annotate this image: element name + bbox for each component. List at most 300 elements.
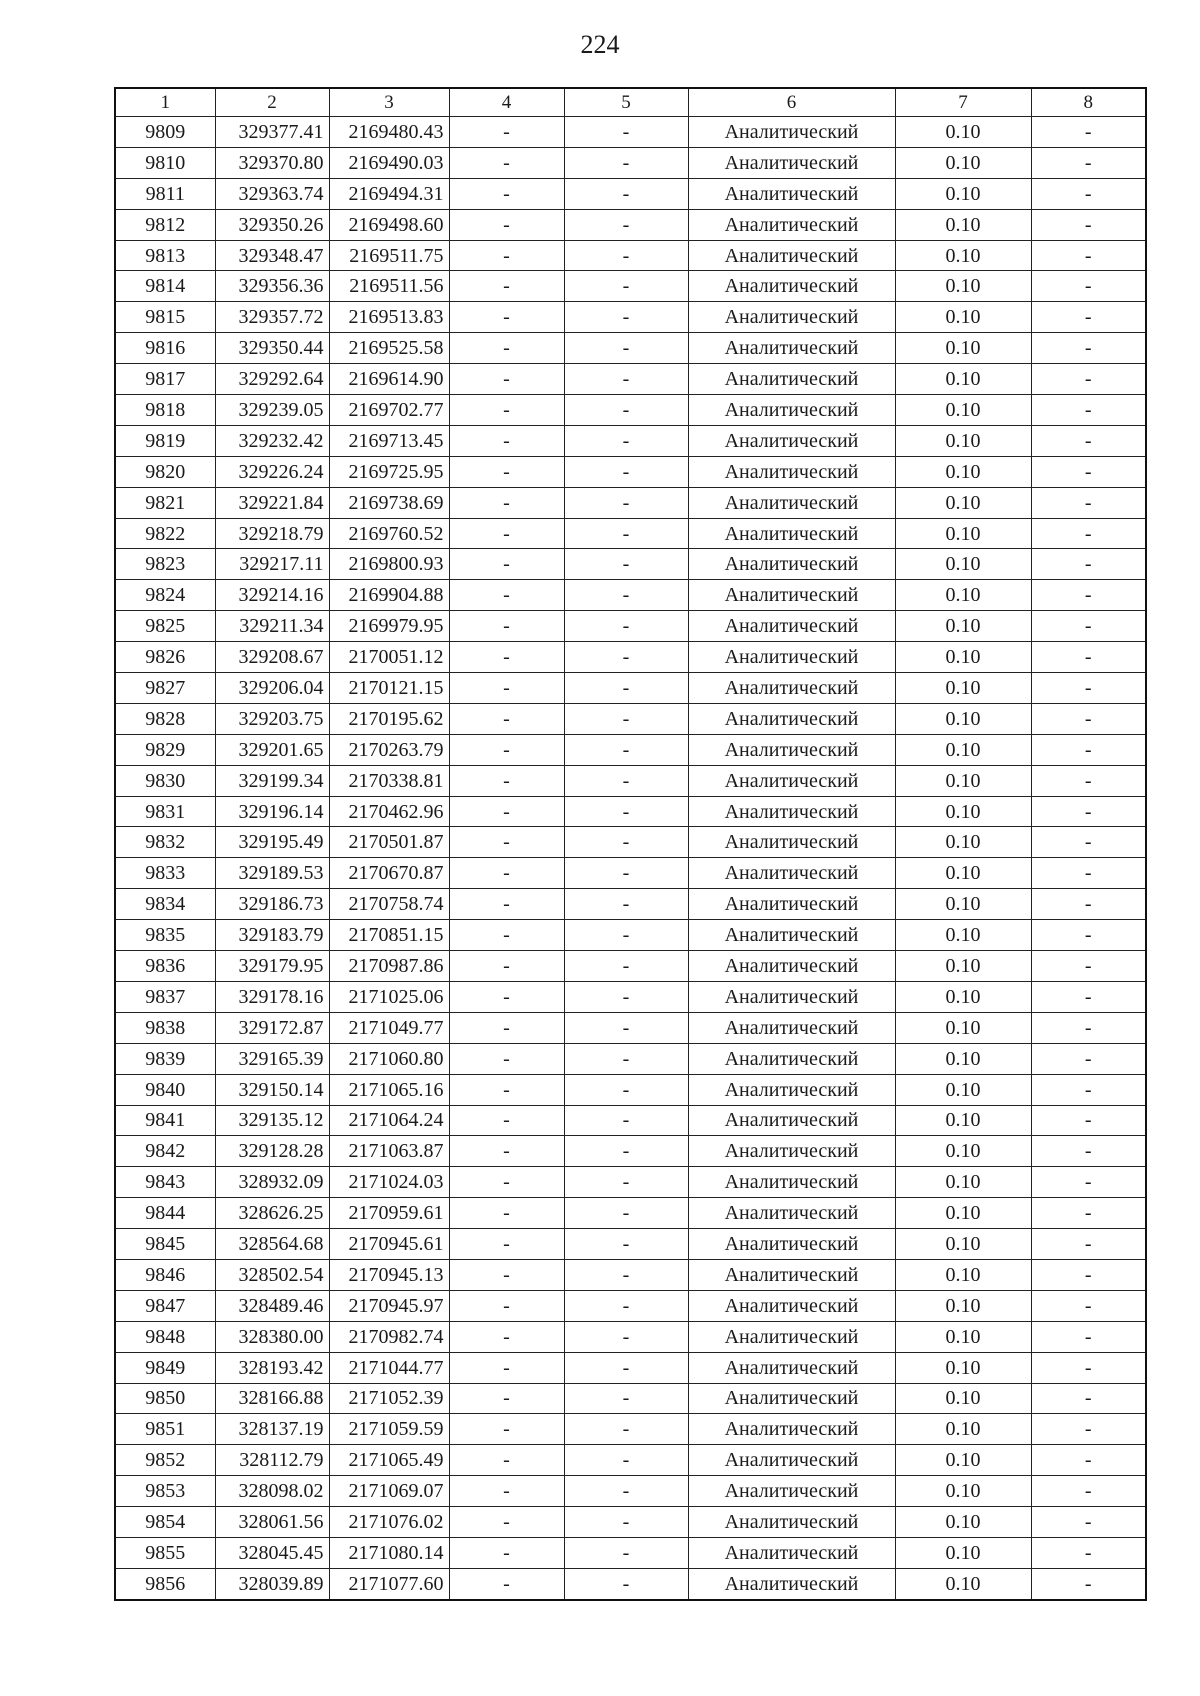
point-number-cell: 9817 bbox=[115, 364, 215, 395]
col-8-value-cell: - bbox=[1031, 117, 1146, 148]
col-8-value-cell: - bbox=[1031, 1383, 1146, 1414]
method-cell: Аналитический bbox=[688, 827, 895, 858]
method-cell: Аналитический bbox=[688, 920, 895, 951]
col-4-value-cell: - bbox=[449, 549, 564, 580]
col-8-value-cell: - bbox=[1031, 147, 1146, 178]
y-coordinate-cell: 2169511.75 bbox=[329, 240, 449, 271]
accuracy-cell: 0.10 bbox=[895, 889, 1031, 920]
method-cell: Аналитический bbox=[688, 487, 895, 518]
col-4-value-cell: - bbox=[449, 364, 564, 395]
col-8-value-cell: - bbox=[1031, 1043, 1146, 1074]
table-row bbox=[115, 611, 1146, 642]
accuracy-cell: 0.10 bbox=[895, 1198, 1031, 1229]
table-row bbox=[115, 981, 1146, 1012]
x-coordinate-cell: 329183.79 bbox=[215, 920, 329, 951]
table-row bbox=[115, 1321, 1146, 1352]
method-cell: Аналитический bbox=[688, 765, 895, 796]
col-4-value-cell: - bbox=[449, 673, 564, 704]
table-row bbox=[115, 1259, 1146, 1290]
y-coordinate-cell: 2169800.93 bbox=[329, 549, 449, 580]
method-cell: Аналитический bbox=[688, 858, 895, 889]
method-cell: Аналитический bbox=[688, 117, 895, 148]
col-5-value-cell: - bbox=[564, 147, 688, 178]
table-row bbox=[115, 302, 1146, 333]
table-row bbox=[115, 1198, 1146, 1229]
point-number-cell: 9853 bbox=[115, 1476, 215, 1507]
y-coordinate-cell: 2169614.90 bbox=[329, 364, 449, 395]
y-coordinate-cell: 2170758.74 bbox=[329, 889, 449, 920]
table-row bbox=[115, 1352, 1146, 1383]
col-4-value-cell: - bbox=[449, 734, 564, 765]
point-number-cell: 9827 bbox=[115, 673, 215, 704]
x-coordinate-cell: 329357.72 bbox=[215, 302, 329, 333]
accuracy-cell: 0.10 bbox=[895, 209, 1031, 240]
point-number-cell: 9831 bbox=[115, 796, 215, 827]
col-5-value-cell: - bbox=[564, 1229, 688, 1260]
point-number-cell: 9811 bbox=[115, 178, 215, 209]
col-8-value-cell: - bbox=[1031, 796, 1146, 827]
accuracy-cell: 0.10 bbox=[895, 642, 1031, 673]
col-8-value-cell: - bbox=[1031, 734, 1146, 765]
col-8-value-cell: - bbox=[1031, 302, 1146, 333]
x-coordinate-cell: 329178.16 bbox=[215, 981, 329, 1012]
accuracy-cell: 0.10 bbox=[895, 951, 1031, 982]
page-number: 224 bbox=[580, 30, 620, 59]
y-coordinate-cell: 2171076.02 bbox=[329, 1507, 449, 1538]
col-8-value-cell: - bbox=[1031, 580, 1146, 611]
col-5-value-cell: - bbox=[564, 1136, 688, 1167]
col-8-value-cell: - bbox=[1031, 1321, 1146, 1352]
column-header: 4 bbox=[449, 88, 564, 117]
table-row bbox=[115, 456, 1146, 487]
method-cell: Аналитический bbox=[688, 1105, 895, 1136]
accuracy-cell: 0.10 bbox=[895, 1476, 1031, 1507]
x-coordinate-cell: 329186.73 bbox=[215, 889, 329, 920]
col-4-value-cell: - bbox=[449, 858, 564, 889]
method-cell: Аналитический bbox=[688, 1074, 895, 1105]
col-4-value-cell: - bbox=[449, 827, 564, 858]
col-8-value-cell: - bbox=[1031, 1105, 1146, 1136]
y-coordinate-cell: 2170959.61 bbox=[329, 1198, 449, 1229]
x-coordinate-cell: 329356.36 bbox=[215, 271, 329, 302]
table-row bbox=[115, 642, 1146, 673]
point-number-cell: 9833 bbox=[115, 858, 215, 889]
col-8-value-cell: - bbox=[1031, 1012, 1146, 1043]
col-5-value-cell: - bbox=[564, 302, 688, 333]
point-number-cell: 9845 bbox=[115, 1229, 215, 1260]
x-coordinate-cell: 329348.47 bbox=[215, 240, 329, 271]
col-4-value-cell: - bbox=[449, 333, 564, 364]
x-coordinate-cell: 328564.68 bbox=[215, 1229, 329, 1260]
x-coordinate-cell: 329150.14 bbox=[215, 1074, 329, 1105]
y-coordinate-cell: 2171024.03 bbox=[329, 1167, 449, 1198]
col-5-value-cell: - bbox=[564, 827, 688, 858]
col-8-value-cell: - bbox=[1031, 1290, 1146, 1321]
column-header: 5 bbox=[564, 88, 688, 117]
table-row bbox=[115, 827, 1146, 858]
accuracy-cell: 0.10 bbox=[895, 518, 1031, 549]
col-4-value-cell: - bbox=[449, 395, 564, 426]
point-number-cell: 9846 bbox=[115, 1259, 215, 1290]
y-coordinate-cell: 2169498.60 bbox=[329, 209, 449, 240]
col-4-value-cell: - bbox=[449, 765, 564, 796]
x-coordinate-cell: 329350.26 bbox=[215, 209, 329, 240]
y-coordinate-cell: 2169760.52 bbox=[329, 518, 449, 549]
method-cell: Аналитический bbox=[688, 1568, 895, 1599]
table-row bbox=[115, 1290, 1146, 1321]
y-coordinate-cell: 2169979.95 bbox=[329, 611, 449, 642]
accuracy-cell: 0.10 bbox=[895, 981, 1031, 1012]
col-4-value-cell: - bbox=[449, 1414, 564, 1445]
accuracy-cell: 0.10 bbox=[895, 333, 1031, 364]
col-4-value-cell: - bbox=[449, 240, 564, 271]
point-number-cell: 9823 bbox=[115, 549, 215, 580]
accuracy-cell: 0.10 bbox=[895, 1321, 1031, 1352]
col-5-value-cell: - bbox=[564, 1537, 688, 1568]
table-body bbox=[115, 117, 1146, 1600]
accuracy-cell: 0.10 bbox=[895, 487, 1031, 518]
y-coordinate-cell: 2170195.62 bbox=[329, 703, 449, 734]
accuracy-cell: 0.10 bbox=[895, 1445, 1031, 1476]
accuracy-cell: 0.10 bbox=[895, 302, 1031, 333]
point-number-cell: 9848 bbox=[115, 1321, 215, 1352]
col-5-value-cell: - bbox=[564, 333, 688, 364]
col-8-value-cell: - bbox=[1031, 951, 1146, 982]
column-header: 2 bbox=[215, 88, 329, 117]
method-cell: Аналитический bbox=[688, 1012, 895, 1043]
method-cell: Аналитический bbox=[688, 364, 895, 395]
x-coordinate-cell: 329239.05 bbox=[215, 395, 329, 426]
col-8-value-cell: - bbox=[1031, 920, 1146, 951]
x-coordinate-cell: 329195.49 bbox=[215, 827, 329, 858]
point-number-cell: 9814 bbox=[115, 271, 215, 302]
x-coordinate-cell: 329292.64 bbox=[215, 364, 329, 395]
x-coordinate-cell: 329196.14 bbox=[215, 796, 329, 827]
accuracy-cell: 0.10 bbox=[895, 1012, 1031, 1043]
col-5-value-cell: - bbox=[564, 549, 688, 580]
col-4-value-cell: - bbox=[449, 178, 564, 209]
method-cell: Аналитический bbox=[688, 1198, 895, 1229]
y-coordinate-cell: 2171080.14 bbox=[329, 1537, 449, 1568]
y-coordinate-cell: 2171064.24 bbox=[329, 1105, 449, 1136]
col-8-value-cell: - bbox=[1031, 1167, 1146, 1198]
point-number-cell: 9816 bbox=[115, 333, 215, 364]
accuracy-cell: 0.10 bbox=[895, 858, 1031, 889]
table-row bbox=[115, 1136, 1146, 1167]
method-cell: Аналитический bbox=[688, 518, 895, 549]
col-5-value-cell: - bbox=[564, 1352, 688, 1383]
x-coordinate-cell: 329189.53 bbox=[215, 858, 329, 889]
accuracy-cell: 0.10 bbox=[895, 178, 1031, 209]
accuracy-cell: 0.10 bbox=[895, 395, 1031, 426]
y-coordinate-cell: 2171065.16 bbox=[329, 1074, 449, 1105]
table-row bbox=[115, 1445, 1146, 1476]
table-row bbox=[115, 271, 1146, 302]
accuracy-cell: 0.10 bbox=[895, 1259, 1031, 1290]
method-cell: Аналитический bbox=[688, 981, 895, 1012]
point-number-cell: 9818 bbox=[115, 395, 215, 426]
col-4-value-cell: - bbox=[449, 1043, 564, 1074]
table-row bbox=[115, 364, 1146, 395]
x-coordinate-cell: 329218.79 bbox=[215, 518, 329, 549]
x-coordinate-cell: 329135.12 bbox=[215, 1105, 329, 1136]
x-coordinate-cell: 328380.00 bbox=[215, 1321, 329, 1352]
col-5-value-cell: - bbox=[564, 271, 688, 302]
method-cell: Аналитический bbox=[688, 580, 895, 611]
y-coordinate-cell: 2170982.74 bbox=[329, 1321, 449, 1352]
x-coordinate-cell: 329203.75 bbox=[215, 703, 329, 734]
point-number-cell: 9854 bbox=[115, 1507, 215, 1538]
y-coordinate-cell: 2169702.77 bbox=[329, 395, 449, 426]
point-number-cell: 9825 bbox=[115, 611, 215, 642]
point-number-cell: 9824 bbox=[115, 580, 215, 611]
y-coordinate-cell: 2171063.87 bbox=[329, 1136, 449, 1167]
table-row bbox=[115, 1414, 1146, 1445]
col-8-value-cell: - bbox=[1031, 827, 1146, 858]
column-header: 8 bbox=[1031, 88, 1146, 117]
col-4-value-cell: - bbox=[449, 147, 564, 178]
x-coordinate-cell: 329232.42 bbox=[215, 425, 329, 456]
y-coordinate-cell: 2169738.69 bbox=[329, 487, 449, 518]
col-5-value-cell: - bbox=[564, 1043, 688, 1074]
col-5-value-cell: - bbox=[564, 364, 688, 395]
accuracy-cell: 0.10 bbox=[895, 1229, 1031, 1260]
x-coordinate-cell: 329226.24 bbox=[215, 456, 329, 487]
point-number-cell: 9821 bbox=[115, 487, 215, 518]
col-5-value-cell: - bbox=[564, 703, 688, 734]
x-coordinate-cell: 329350.44 bbox=[215, 333, 329, 364]
point-number-cell: 9837 bbox=[115, 981, 215, 1012]
col-8-value-cell: - bbox=[1031, 178, 1146, 209]
x-coordinate-cell: 329206.04 bbox=[215, 673, 329, 704]
method-cell: Аналитический bbox=[688, 395, 895, 426]
method-cell: Аналитический bbox=[688, 1445, 895, 1476]
column-header: 6 bbox=[688, 88, 895, 117]
col-5-value-cell: - bbox=[564, 1105, 688, 1136]
x-coordinate-cell: 329221.84 bbox=[215, 487, 329, 518]
col-5-value-cell: - bbox=[564, 1012, 688, 1043]
point-number-cell: 9828 bbox=[115, 703, 215, 734]
col-8-value-cell: - bbox=[1031, 673, 1146, 704]
col-4-value-cell: - bbox=[449, 1445, 564, 1476]
col-5-value-cell: - bbox=[564, 518, 688, 549]
table-header-row bbox=[115, 88, 1146, 117]
col-8-value-cell: - bbox=[1031, 549, 1146, 580]
method-cell: Аналитический bbox=[688, 703, 895, 734]
accuracy-cell: 0.10 bbox=[895, 1352, 1031, 1383]
x-coordinate-cell: 328166.88 bbox=[215, 1383, 329, 1414]
col-5-value-cell: - bbox=[564, 1290, 688, 1321]
method-cell: Аналитический bbox=[688, 1383, 895, 1414]
col-5-value-cell: - bbox=[564, 456, 688, 487]
col-4-value-cell: - bbox=[449, 1167, 564, 1198]
y-coordinate-cell: 2170945.61 bbox=[329, 1229, 449, 1260]
col-4-value-cell: - bbox=[449, 951, 564, 982]
col-5-value-cell: - bbox=[564, 209, 688, 240]
accuracy-cell: 0.10 bbox=[895, 1290, 1031, 1321]
col-5-value-cell: - bbox=[564, 580, 688, 611]
point-number-cell: 9832 bbox=[115, 827, 215, 858]
col-8-value-cell: - bbox=[1031, 703, 1146, 734]
method-cell: Аналитический bbox=[688, 1290, 895, 1321]
method-cell: Аналитический bbox=[688, 1229, 895, 1260]
col-8-value-cell: - bbox=[1031, 271, 1146, 302]
method-cell: Аналитический bbox=[688, 1414, 895, 1445]
col-5-value-cell: - bbox=[564, 920, 688, 951]
col-4-value-cell: - bbox=[449, 209, 564, 240]
col-8-value-cell: - bbox=[1031, 1445, 1146, 1476]
y-coordinate-cell: 2170338.81 bbox=[329, 765, 449, 796]
table-row bbox=[115, 178, 1146, 209]
y-coordinate-cell: 2169480.43 bbox=[329, 117, 449, 148]
x-coordinate-cell: 329179.95 bbox=[215, 951, 329, 982]
col-4-value-cell: - bbox=[449, 796, 564, 827]
accuracy-cell: 0.10 bbox=[895, 827, 1031, 858]
table-row bbox=[115, 920, 1146, 951]
accuracy-cell: 0.10 bbox=[895, 920, 1031, 951]
y-coordinate-cell: 2171044.77 bbox=[329, 1352, 449, 1383]
col-4-value-cell: - bbox=[449, 1229, 564, 1260]
method-cell: Аналитический bbox=[688, 209, 895, 240]
col-5-value-cell: - bbox=[564, 673, 688, 704]
table-row bbox=[115, 1074, 1146, 1105]
x-coordinate-cell: 328626.25 bbox=[215, 1198, 329, 1229]
point-number-cell: 9812 bbox=[115, 209, 215, 240]
x-coordinate-cell: 329377.41 bbox=[215, 117, 329, 148]
table-row bbox=[115, 487, 1146, 518]
y-coordinate-cell: 2171052.39 bbox=[329, 1383, 449, 1414]
point-number-cell: 9852 bbox=[115, 1445, 215, 1476]
col-5-value-cell: - bbox=[564, 1167, 688, 1198]
col-8-value-cell: - bbox=[1031, 611, 1146, 642]
y-coordinate-cell: 2170945.97 bbox=[329, 1290, 449, 1321]
col-4-value-cell: - bbox=[449, 518, 564, 549]
col-8-value-cell: - bbox=[1031, 425, 1146, 456]
col-8-value-cell: - bbox=[1031, 395, 1146, 426]
x-coordinate-cell: 328045.45 bbox=[215, 1537, 329, 1568]
col-5-value-cell: - bbox=[564, 981, 688, 1012]
y-coordinate-cell: 2169511.56 bbox=[329, 271, 449, 302]
table-row bbox=[115, 333, 1146, 364]
col-5-value-cell: - bbox=[564, 858, 688, 889]
accuracy-cell: 0.10 bbox=[895, 456, 1031, 487]
table-row bbox=[115, 889, 1146, 920]
table-row bbox=[115, 1383, 1146, 1414]
col-8-value-cell: - bbox=[1031, 487, 1146, 518]
y-coordinate-cell: 2169513.83 bbox=[329, 302, 449, 333]
col-8-value-cell: - bbox=[1031, 1537, 1146, 1568]
x-coordinate-cell: 329363.74 bbox=[215, 178, 329, 209]
accuracy-cell: 0.10 bbox=[895, 240, 1031, 271]
x-coordinate-cell: 329201.65 bbox=[215, 734, 329, 765]
col-8-value-cell: - bbox=[1031, 456, 1146, 487]
method-cell: Аналитический bbox=[688, 1167, 895, 1198]
point-number-cell: 9843 bbox=[115, 1167, 215, 1198]
method-cell: Аналитический bbox=[688, 425, 895, 456]
col-4-value-cell: - bbox=[449, 1012, 564, 1043]
table-row bbox=[115, 703, 1146, 734]
y-coordinate-cell: 2170945.13 bbox=[329, 1259, 449, 1290]
y-coordinate-cell: 2171065.49 bbox=[329, 1445, 449, 1476]
y-coordinate-cell: 2169725.95 bbox=[329, 456, 449, 487]
accuracy-cell: 0.10 bbox=[895, 1105, 1031, 1136]
method-cell: Аналитический bbox=[688, 178, 895, 209]
col-8-value-cell: - bbox=[1031, 889, 1146, 920]
col-5-value-cell: - bbox=[564, 395, 688, 426]
col-5-value-cell: - bbox=[564, 1414, 688, 1445]
col-5-value-cell: - bbox=[564, 1507, 688, 1538]
col-8-value-cell: - bbox=[1031, 1568, 1146, 1599]
point-number-cell: 9836 bbox=[115, 951, 215, 982]
y-coordinate-cell: 2170462.96 bbox=[329, 796, 449, 827]
col-5-value-cell: - bbox=[564, 951, 688, 982]
accuracy-cell: 0.10 bbox=[895, 796, 1031, 827]
col-4-value-cell: - bbox=[449, 1537, 564, 1568]
column-header: 7 bbox=[895, 88, 1031, 117]
y-coordinate-cell: 2170501.87 bbox=[329, 827, 449, 858]
y-coordinate-cell: 2169490.03 bbox=[329, 147, 449, 178]
x-coordinate-cell: 329172.87 bbox=[215, 1012, 329, 1043]
accuracy-cell: 0.10 bbox=[895, 1136, 1031, 1167]
point-number-cell: 9842 bbox=[115, 1136, 215, 1167]
col-5-value-cell: - bbox=[564, 1321, 688, 1352]
col-4-value-cell: - bbox=[449, 117, 564, 148]
method-cell: Аналитический bbox=[688, 147, 895, 178]
method-cell: Аналитический bbox=[688, 1259, 895, 1290]
col-4-value-cell: - bbox=[449, 642, 564, 673]
method-cell: Аналитический bbox=[688, 1321, 895, 1352]
col-5-value-cell: - bbox=[564, 1074, 688, 1105]
x-coordinate-cell: 328137.19 bbox=[215, 1414, 329, 1445]
col-5-value-cell: - bbox=[564, 734, 688, 765]
col-8-value-cell: - bbox=[1031, 209, 1146, 240]
y-coordinate-cell: 2171077.60 bbox=[329, 1568, 449, 1599]
accuracy-cell: 0.10 bbox=[895, 425, 1031, 456]
point-number-cell: 9841 bbox=[115, 1105, 215, 1136]
col-8-value-cell: - bbox=[1031, 518, 1146, 549]
y-coordinate-cell: 2169525.58 bbox=[329, 333, 449, 364]
x-coordinate-cell: 328061.56 bbox=[215, 1507, 329, 1538]
col-5-value-cell: - bbox=[564, 240, 688, 271]
table-row bbox=[115, 395, 1146, 426]
point-number-cell: 9830 bbox=[115, 765, 215, 796]
method-cell: Аналитический bbox=[688, 456, 895, 487]
y-coordinate-cell: 2169494.31 bbox=[329, 178, 449, 209]
table-row bbox=[115, 1012, 1146, 1043]
accuracy-cell: 0.10 bbox=[895, 673, 1031, 704]
method-cell: Аналитический bbox=[688, 302, 895, 333]
col-4-value-cell: - bbox=[449, 425, 564, 456]
col-8-value-cell: - bbox=[1031, 1507, 1146, 1538]
table-row bbox=[115, 549, 1146, 580]
method-cell: Аналитический bbox=[688, 240, 895, 271]
table-row bbox=[115, 765, 1146, 796]
col-4-value-cell: - bbox=[449, 271, 564, 302]
col-8-value-cell: - bbox=[1031, 1074, 1146, 1105]
col-4-value-cell: - bbox=[449, 1568, 564, 1599]
y-coordinate-cell: 2170263.79 bbox=[329, 734, 449, 765]
table-row bbox=[115, 1507, 1146, 1538]
accuracy-cell: 0.10 bbox=[895, 1507, 1031, 1538]
col-4-value-cell: - bbox=[449, 889, 564, 920]
method-cell: Аналитический bbox=[688, 1537, 895, 1568]
accuracy-cell: 0.10 bbox=[895, 765, 1031, 796]
point-number-cell: 9810 bbox=[115, 147, 215, 178]
col-5-value-cell: - bbox=[564, 889, 688, 920]
col-8-value-cell: - bbox=[1031, 1136, 1146, 1167]
point-number-cell: 9829 bbox=[115, 734, 215, 765]
col-5-value-cell: - bbox=[564, 1476, 688, 1507]
